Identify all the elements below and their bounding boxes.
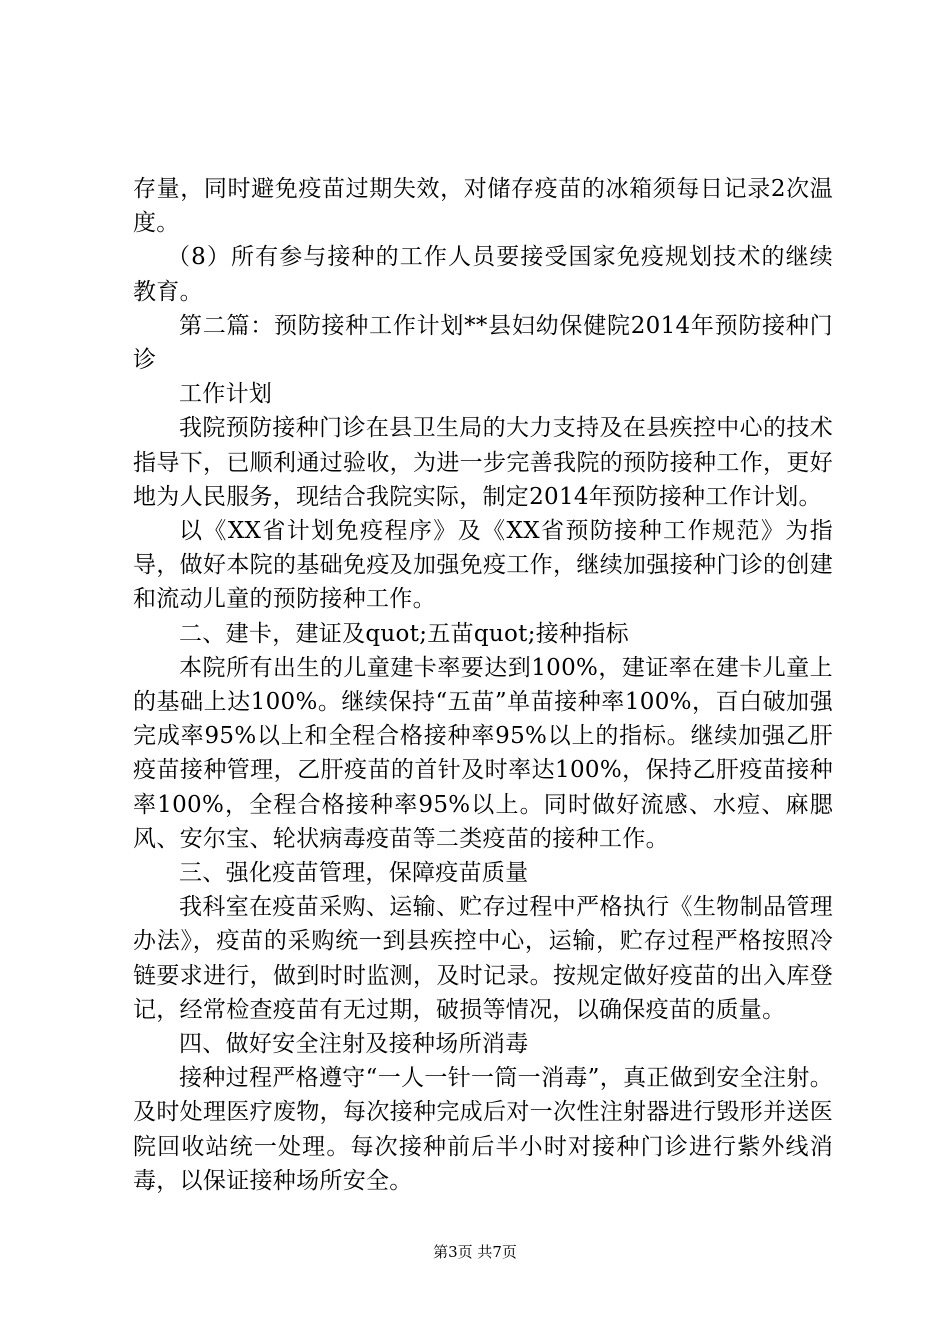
page-footer: 第3页 共7页 xyxy=(433,1243,517,1261)
section-title: 第二篇：预防接种工作计划**县妇幼保健院2014年预防接种门诊 xyxy=(133,312,833,374)
document-body xyxy=(133,172,833,1198)
paragraph-intro: 我院预防接种门诊在县卫生局的大力支持及在县疾控中心的技术指导下，已顺利通过验收，为进一步完善我院的预防接种工作，更好地为人民服务，现结合我院实际，制定2014年预防接种工作计划。 xyxy=(133,415,833,510)
paragraph-safe-injection: 接种过程严格遵守“一人一针一筒一消毒”，真正做到安全注射。及时处理医疗废物，每次接种完成后对一次性注射器进行毁形并送医院回收站统一处理。每次接种前后半小时对接种门诊进行紫外线消毒，以保证接种场所安全。 xyxy=(133,1065,833,1194)
paragraph-continuation: 存量，同时避免疫苗过期失效，对储存疫苗的冰箱须每日记录2次温度。 xyxy=(133,176,833,237)
heading-four: 四、做好安全注射及接种场所消毒 xyxy=(179,1031,529,1058)
paragraph-guidance: 以《XX省计划免疫程序》及《XX省预防接种工作规范》为指导，做好本院的基础免疫及加强免疫工作，继续加强接种门诊的创建和流动儿童的预防接种工作。 xyxy=(133,518,833,613)
heading-two: 二、建卡，建证及quot;五苗quot;接种指标 xyxy=(179,620,629,647)
paragraph-indicators: 本院所有出生的儿童建卡率要达到100%，建证率在建卡儿童上的基础上达100%。继续保持“五苗”单苗接种率100%，百白破加强完成率95%以上和全程合格接种率95%以上的指标。继续加强乙肝疫苗接种管理，乙肝疫苗的首针及时率达100%，保持乙肝疫苗接种率100%，全程合格接种率95%以上。同时做好流感、水痘、麻腮风、安尔宝、轮状病毒疫苗等二类疫苗的接种工作。 xyxy=(133,654,833,852)
paragraph-vaccine-management: 我科室在疫苗采购、运输、贮存过程中严格执行《生物制品管理办法》，疫苗的采购统一到县疾控中心，运输，贮存过程严格按照冷链要求进行，做到时时监测，及时记录。按规定做好疫苗的出入库登记，经常检查疫苗有无过期，破损等情况，以确保疫苗的质量。 xyxy=(133,894,833,1023)
section-subtitle: 工作计划 xyxy=(179,381,273,408)
paragraph-item-8: （8）所有参与接种的工作人员要接受国家免疫规划技术的继续教育。 xyxy=(133,244,833,305)
heading-three: 三、强化疫苗管理，保障疫苗质量 xyxy=(179,860,529,887)
